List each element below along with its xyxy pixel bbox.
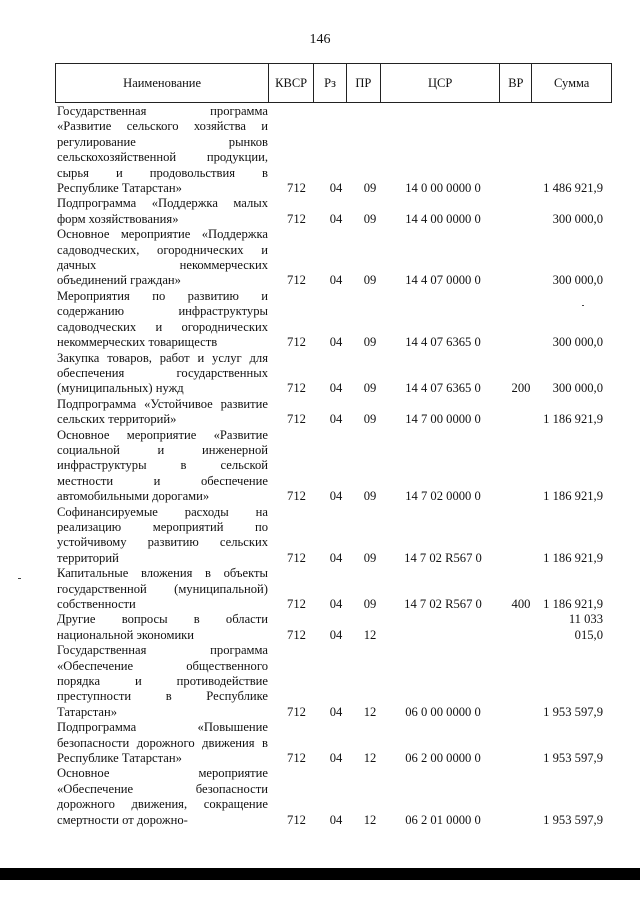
page-number: 146 <box>309 32 331 47</box>
row-rz: 04 <box>329 704 343 719</box>
scan-speck <box>18 578 21 579</box>
row-pr: 12 <box>363 812 377 827</box>
row-csr: 14 4 07 6365 0 <box>405 381 481 396</box>
row-name-line: садоводческих и огороднических <box>57 319 268 334</box>
row-csr: 06 2 00 0000 0 <box>405 751 481 766</box>
row-csr: 14 7 00 0000 0 <box>405 412 481 427</box>
row-csr: 06 2 01 0000 0 <box>405 812 481 827</box>
row-sum: 1 953 597,9 <box>543 751 603 766</box>
row-name-line: инфраструктуры в сельской <box>57 458 268 473</box>
row-name-line: содержанию инфраструктуры <box>57 304 268 319</box>
row-pr: 09 <box>363 597 377 611</box>
row-name-line: «Обеспечение безопасности <box>57 781 268 796</box>
header-kvsr: КВСР <box>269 64 314 102</box>
row-kvsr: 712 <box>287 381 306 396</box>
row-pr: 09 <box>363 489 377 504</box>
row-name <box>57 289 272 351</box>
row-name-line: «Обеспечение общественного <box>57 658 268 673</box>
row-name-line: государственной (муниципальной) <box>57 581 268 596</box>
row-name-line: сырья и продовольствия в <box>57 165 268 180</box>
row-sum: 11 033 015,0 <box>568 612 603 642</box>
row-name <box>57 720 272 766</box>
table-row <box>57 505 607 567</box>
row-name-line: Основное мероприятие <box>57 766 268 781</box>
table-row <box>57 196 607 227</box>
row-pr: 12 <box>363 751 377 766</box>
row-pr: 09 <box>363 381 377 396</box>
row-name-line: собственности <box>57 597 136 611</box>
row-sum: 300 000,0 <box>552 381 603 396</box>
row-name-line: Республике Татарстан» <box>57 751 182 766</box>
row-name-line: дачных некоммерческих <box>57 258 268 273</box>
scan-edge-bar <box>0 868 640 880</box>
row-name-line: регулирование рынков <box>57 134 268 149</box>
table-row <box>57 612 607 643</box>
row-sum: 1 953 597,9 <box>543 812 603 827</box>
header-vr: ВР <box>500 64 532 102</box>
row-rz: 04 <box>329 211 343 226</box>
table-row <box>57 397 607 428</box>
row-rz: 04 <box>329 751 343 766</box>
row-name-line: дорожного движения, сокращение <box>57 797 268 812</box>
row-name <box>57 351 272 397</box>
row-sum: 1 186 921,9 <box>543 550 603 565</box>
row-name <box>57 766 272 828</box>
row-kvsr: 712 <box>287 412 306 427</box>
row-sum: 300 000,0 <box>552 335 603 350</box>
row-rz: 04 <box>329 412 343 427</box>
row-name-line: смертности от дорожно- <box>57 812 188 827</box>
row-name <box>57 612 272 643</box>
row-name-line: устойчивому развитию сельских <box>57 535 268 550</box>
row-name-line: объединений граждан» <box>57 273 181 288</box>
row-name-line: форм хозяйствования» <box>57 211 179 226</box>
row-name-line: Закупка товаров, работ и услуг для <box>57 350 268 365</box>
row-name-line: Мероприятия по развитию и <box>57 288 268 303</box>
row-name-line: (муниципальных) нужд <box>57 381 184 396</box>
row-sum: 1 953 597,9 <box>543 704 603 719</box>
row-pr: 09 <box>363 181 377 196</box>
row-rz: 04 <box>329 597 343 611</box>
header-rz: Рз <box>314 64 347 102</box>
row-name-line: Республике Татарстан» <box>57 181 182 196</box>
row-kvsr: 712 <box>287 181 306 196</box>
row-name <box>57 196 272 227</box>
row-sum: 1 186 921,9 <box>543 412 603 427</box>
row-pr: 09 <box>363 211 377 226</box>
row-name-line: садоводческих, огороднических и <box>57 242 268 257</box>
row-rz: 04 <box>329 812 343 827</box>
row-pr: 12 <box>363 627 377 642</box>
row-name-line: Софинансируемые расходы на <box>57 504 268 519</box>
row-name <box>57 104 272 196</box>
header-sum: Сумма <box>553 75 590 90</box>
row-name-line: Капитальные вложения в объекты <box>57 566 268 581</box>
row-kvsr: 712 <box>287 812 306 827</box>
row-name-line: Татарстан» <box>57 704 118 719</box>
header-csr: ЦСР <box>381 64 501 102</box>
header-name: Наименование <box>56 64 269 102</box>
row-kvsr: 712 <box>287 489 306 504</box>
row-kvsr: 712 <box>287 211 306 226</box>
row-name-line: некоммерческих товариществ <box>57 335 218 350</box>
row-name-line: реализацию мероприятий по <box>57 519 268 534</box>
row-name-line: Подпрограмма «Повышение <box>57 720 268 735</box>
row-vr: 200 <box>511 381 531 396</box>
row-csr: 14 4 07 0000 0 <box>405 273 481 288</box>
row-name-line: Основное мероприятие «Поддержка <box>57 227 268 242</box>
row-name-line: безопасности дорожного движения в <box>57 735 268 750</box>
row-kvsr: 712 <box>287 273 306 288</box>
row-name-line: порядка и противодействие <box>57 674 268 689</box>
row-vr: 400 <box>511 597 531 611</box>
table-row <box>57 720 607 766</box>
row-kvsr: 712 <box>287 597 306 611</box>
table-header <box>55 63 612 103</box>
row-sum: 1 186 921,9 <box>543 597 603 611</box>
row-name-line: территорий <box>57 550 119 565</box>
row-csr: 14 7 02 0000 0 <box>405 489 481 504</box>
row-name <box>57 505 272 567</box>
row-sum: 1 186 921,9 <box>543 489 603 504</box>
row-sum: 300 000,0 <box>552 273 603 288</box>
row-kvsr: 712 <box>287 335 306 350</box>
row-name-line: Государственная программа <box>57 643 268 658</box>
row-name-line: национальной экономики <box>57 627 195 642</box>
row-rz: 04 <box>329 335 343 350</box>
row-name-line: социальной и инженерной <box>57 442 268 457</box>
table-body <box>57 104 607 828</box>
row-kvsr: 712 <box>287 704 306 719</box>
row-name-line: преступности в Республике <box>57 689 268 704</box>
row-pr: 09 <box>363 412 377 427</box>
table-row <box>57 566 607 612</box>
row-name-line: Подпрограмма «Поддержка малых <box>57 196 268 211</box>
row-name-line: Подпрограмма «Устойчивое развитие <box>57 396 268 411</box>
table-row <box>57 351 607 397</box>
row-name-line: сельских территорий» <box>57 412 177 427</box>
row-kvsr: 712 <box>287 550 306 565</box>
row-csr: 14 0 00 0000 0 <box>405 181 481 196</box>
row-rz: 04 <box>329 627 343 642</box>
table-row <box>57 227 607 289</box>
row-rz: 04 <box>329 273 343 288</box>
row-sum: 1 486 921,9 <box>543 181 603 196</box>
table-row <box>57 643 607 720</box>
row-name <box>57 428 272 505</box>
row-csr: 14 4 07 6365 0 <box>405 335 481 350</box>
row-csr: 14 7 02 R567 0 <box>404 597 482 611</box>
row-rz: 04 <box>329 489 343 504</box>
row-name <box>57 643 272 720</box>
row-name-line: местности и обеспечение <box>57 473 268 488</box>
row-name-line: сельскохозяйственной продукции, <box>57 150 268 165</box>
row-name-line: автомобильными дорогами» <box>57 489 210 504</box>
table-row <box>57 428 607 505</box>
row-name-line: «Развитие сельского хозяйства и <box>57 119 268 134</box>
row-csr: 06 0 00 0000 0 <box>405 704 481 719</box>
row-pr: 09 <box>363 335 377 350</box>
row-sum: 300 000,0 <box>552 211 603 226</box>
row-csr: 14 7 02 R567 0 <box>404 550 482 565</box>
row-name <box>57 566 272 612</box>
row-name-line: Другие вопросы в области <box>57 612 268 627</box>
row-rz: 04 <box>329 181 343 196</box>
row-name-line: обеспечения государственных <box>57 365 268 380</box>
row-rz: 04 <box>329 550 343 565</box>
header-pr: ПР <box>347 64 381 102</box>
row-kvsr: 712 <box>287 751 306 766</box>
row-kvsr: 712 <box>287 627 306 642</box>
row-csr: 14 4 00 0000 0 <box>405 211 481 226</box>
row-pr: 09 <box>363 550 377 565</box>
row-name <box>57 227 272 289</box>
row-name-line: Основное мероприятие «Развитие <box>57 427 268 442</box>
row-pr: 12 <box>363 704 377 719</box>
scan-speck <box>582 305 584 306</box>
row-name <box>57 397 272 428</box>
table-row <box>57 289 607 351</box>
row-pr: 09 <box>363 273 377 288</box>
row-name-line: Государственная программа <box>57 104 268 118</box>
table-row <box>57 104 607 196</box>
row-rz: 04 <box>329 381 343 396</box>
table-row <box>57 766 607 828</box>
